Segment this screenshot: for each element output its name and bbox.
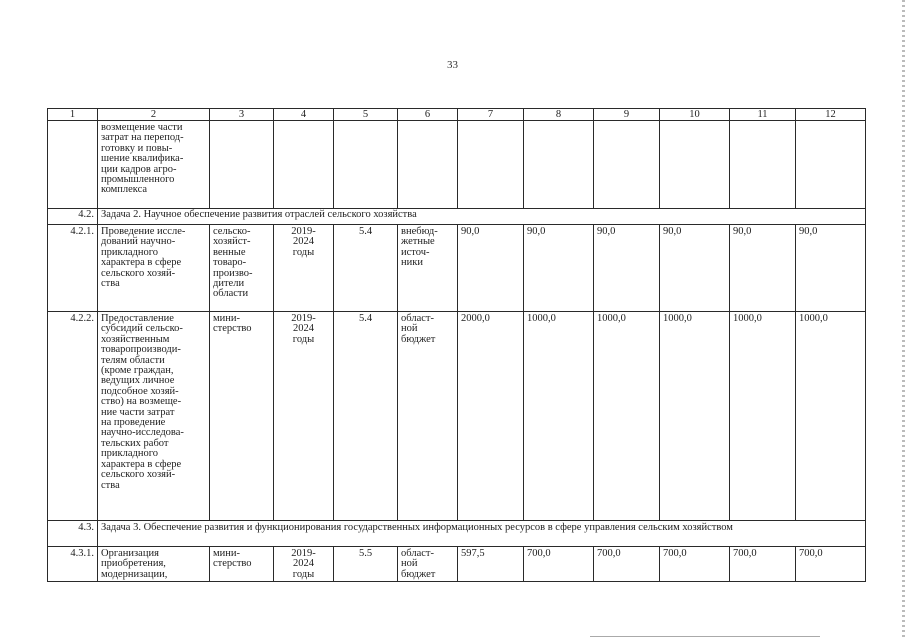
row-number-cell: 4.2. xyxy=(48,209,98,225)
program-activities-table xyxy=(47,108,866,582)
activity-name-cell: возмещение части затрат на перепод- готовку и повы- шение квалифика- ции кадров агро- промышленного комплекса xyxy=(98,121,210,209)
value-cell: 2000,0 xyxy=(458,312,524,521)
activity-name-cell: Проведение иссле- дований научно- прикладного характера в сфере сельского хозяй- ства xyxy=(98,225,210,312)
row-number-cell: 4.3.1. xyxy=(48,547,98,582)
executor-cell: мини- стерство xyxy=(210,312,274,521)
reference-cell: 5.5 xyxy=(334,547,398,582)
funding-source-cell: област- ной бюджет xyxy=(398,547,458,582)
column-header: 5 xyxy=(334,109,398,121)
column-header: 4 xyxy=(274,109,334,121)
value-cell xyxy=(796,121,866,209)
task-heading-cell: Задача 3. Обеспечение развития и функционирования государственных информационных ресурсов в сфере управления сельским хозяйством xyxy=(98,521,866,547)
value-cell: 1000,0 xyxy=(594,312,660,521)
reference-cell: 5.4 xyxy=(334,225,398,312)
funding-source-cell: област- ной бюджет xyxy=(398,312,458,521)
value-cell: 700,0 xyxy=(594,547,660,582)
column-header: 2 xyxy=(98,109,210,121)
value-cell xyxy=(660,121,730,209)
value-cell xyxy=(730,121,796,209)
period-cell: 2019- 2024 годы xyxy=(274,312,334,521)
value-cell: 1000,0 xyxy=(796,312,866,521)
value-cell: 90,0 xyxy=(660,225,730,312)
period-cell: 2019- 2024 годы xyxy=(274,547,334,582)
row-number-cell: 4.2.1. xyxy=(48,225,98,312)
funding-source-cell: внебюд- жетные источ- ники xyxy=(398,225,458,312)
value-cell: 700,0 xyxy=(524,547,594,582)
page-number: 33 xyxy=(447,59,458,71)
executor-cell xyxy=(210,121,274,209)
reference-cell: 5.4 xyxy=(334,312,398,521)
column-header: 6 xyxy=(398,109,458,121)
period-cell: 2019- 2024 годы xyxy=(274,225,334,312)
value-cell: 700,0 xyxy=(660,547,730,582)
value-cell xyxy=(524,121,594,209)
value-cell: 90,0 xyxy=(458,225,524,312)
column-header: 3 xyxy=(210,109,274,121)
column-header: 7 xyxy=(458,109,524,121)
value-cell: 700,0 xyxy=(796,547,866,582)
reference-cell xyxy=(334,121,398,209)
column-header: 12 xyxy=(796,109,866,121)
column-header: 1 xyxy=(48,109,98,121)
column-header: 10 xyxy=(660,109,730,121)
table-row xyxy=(48,312,866,521)
row-number-cell xyxy=(48,121,98,209)
value-cell: 597,5 xyxy=(458,547,524,582)
row-number-cell: 4.3. xyxy=(48,521,98,547)
task-heading-row xyxy=(48,209,866,225)
table-row xyxy=(48,547,866,582)
table-row xyxy=(48,225,866,312)
value-cell: 90,0 xyxy=(524,225,594,312)
activity-name-cell: Предоставление субсидий сельско- хозяйственным товаропроизводи- телям области (кроме граждан, ведущих личное подсобное хозяй- ство) на возмеще- ние части затрат на проведение научно-исследова- тельских работ прикладного характера в сфере сельского хозяй- ства xyxy=(98,312,210,521)
column-number-header-row xyxy=(48,109,866,121)
value-cell xyxy=(458,121,524,209)
task-heading-row xyxy=(48,521,866,547)
period-cell xyxy=(274,121,334,209)
task-heading-cell: Задача 2. Научное обеспечение развития отраслей сельского хозяйства xyxy=(98,209,866,225)
scan-bottom-artifact xyxy=(590,636,820,637)
executor-cell: мини- стерство xyxy=(210,547,274,582)
value-cell: 700,0 xyxy=(730,547,796,582)
value-cell: 1000,0 xyxy=(730,312,796,521)
value-cell: 1000,0 xyxy=(660,312,730,521)
row-number-cell: 4.2.2. xyxy=(48,312,98,521)
value-cell: 90,0 xyxy=(594,225,660,312)
table-row xyxy=(48,121,866,209)
column-header: 8 xyxy=(524,109,594,121)
value-cell: 90,0 xyxy=(730,225,796,312)
funding-source-cell xyxy=(398,121,458,209)
executor-cell: сельско- хозяйст- венные товаро- произво- дители области xyxy=(210,225,274,312)
value-cell: 90,0 xyxy=(796,225,866,312)
value-cell: 1000,0 xyxy=(524,312,594,521)
activity-name-cell: Организация приобретения, модернизации, xyxy=(98,547,210,582)
column-header: 11 xyxy=(730,109,796,121)
column-header: 9 xyxy=(594,109,660,121)
value-cell xyxy=(594,121,660,209)
